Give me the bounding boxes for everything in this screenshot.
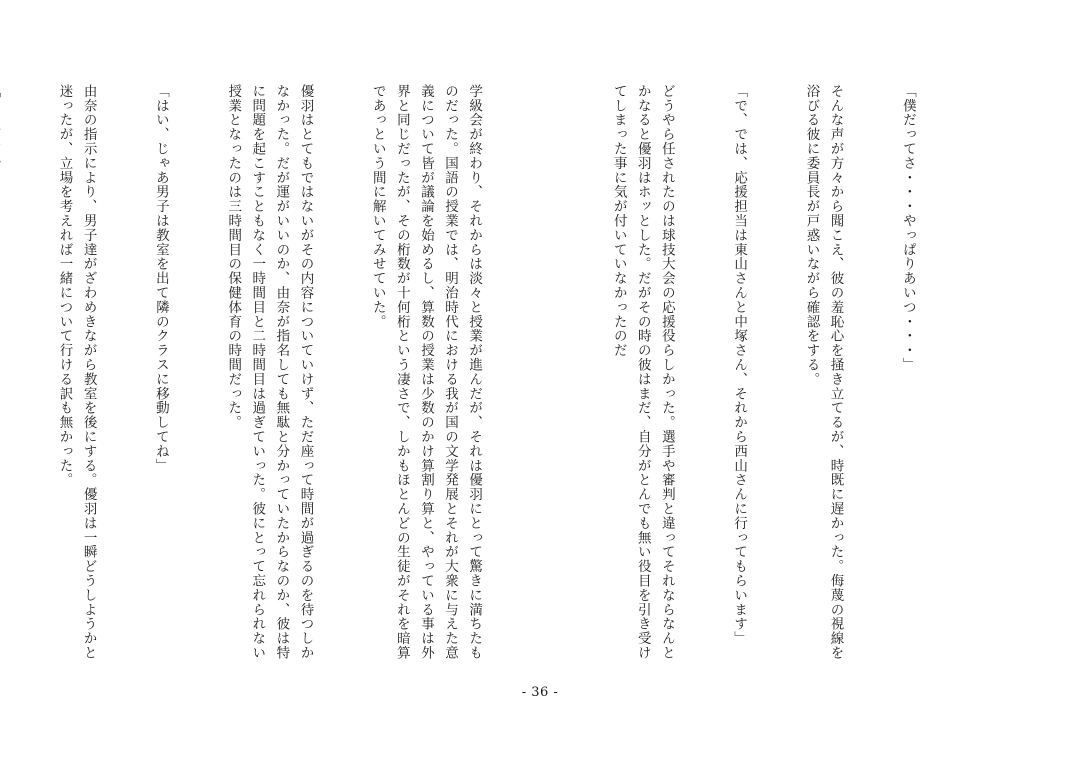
paragraph <box>0 84 4 674</box>
vertical-text-body <box>56 84 968 674</box>
paragraph: 「で、では、応援担当は東山さんと中塚さん、それから西山さんに行ってもらいます」 <box>731 84 748 646</box>
paragraph: 「はい、じゃあ男子は教室を出て隣のクラスに移動してね」 <box>152 84 169 473</box>
page-number: - 36 - <box>521 685 559 700</box>
paragraph: 優羽はとてもではないがその内容についていけず、ただ座って時間が過ぎるのを待つしかなかった。だが運がいいのか、由奈が指名しても無駄と分かっていたからなのか、彼は特に問題を起こすこともなく一時間目と二時間目は過ぎていった。彼にとって忘れられない授業となったのは三時間目の保健体育の時間だった。 <box>225 84 314 660</box>
paragraph: どうやら任されたのは球技大会の応援役らしかった。選手や審判と違ってそれならなんとかなると優羽はホッとした。だがその時の彼はまだ、自分がとんでも無い役目を引き受けてしまった事に気が付いていなかったのだ <box>610 84 675 660</box>
paragraph-break <box>534 84 558 674</box>
paragraph: 「僕だってさ・・・やっぱりあいつ・・・」 <box>899 84 916 372</box>
paragraph: そんな声が方々から聞こえ、彼の羞恥心を掻き立てるが、時既に遅かった。侮蔑の視線を浴びる彼に委員長が戸惑いながら確認をする。 <box>803 84 844 660</box>
paragraph: 由奈の指示により、男子達がざわめきながら教室を後にする。優羽は一瞬どうしようかと迷ったが、立場を考えれば一緒について行ける訳も無かった。 <box>56 84 97 660</box>
paragraph: 学級会が終わり、それからは淡々と授業が進んだが、それは優羽にとって驚きに満ちたものだった。国語の授業では、明治時代における我が国の文学発展とそれが大衆に与えた意義について皆が議論を始めるし、算数の授業は少数のかけ算割り算と、やっている事は外界と同じだったが、その桁数が十何桁という凄さで、しかもほとんどの生徒がそれを暗算であっという間に解いてみせていた。 <box>369 84 483 660</box>
